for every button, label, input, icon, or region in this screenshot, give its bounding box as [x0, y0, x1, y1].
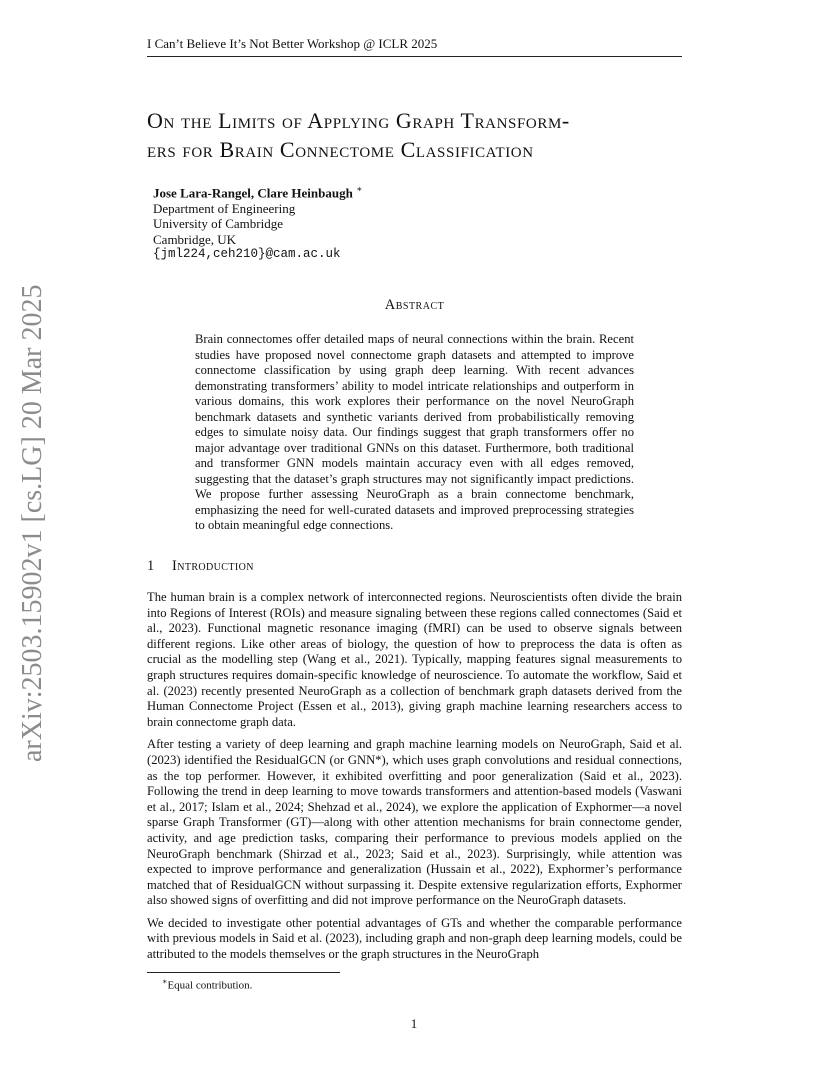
footnote: [162, 977, 252, 992]
introduction-body: [147, 590, 682, 970]
abstract-heading: Abstract: [384, 297, 445, 313]
paper-title: [147, 106, 707, 164]
author-block: [153, 182, 362, 263]
author-names-line: [153, 182, 362, 201]
arxiv-stamp: arXiv:2503.15902v1 [cs.LG] 20 Mar 2025: [17, 284, 48, 762]
section-heading: [147, 558, 254, 575]
section-title: Introduction: [172, 558, 254, 574]
affiliation-department: Department of Engineering: [153, 200, 296, 216]
paragraph-2: After testing a variety of deep learning and graph machine learning models on NeuroGraph, Said et al. (2023) identified the ResidualGCN (or GNN*), which uses graph convolutions and residual connections, as the top performer. However, it exhibited overfitting and poor generalization (Said et al., 2023). Following the trend in deep learning to move towards transformers and attention-based models (Vaswani et al., 2017; Islam et al., 2024; Shehzad et al., 2024), we explore the application of Exphormer—a novel sparse Graph Transformer (GT)—along with other attention mechanisms for brain connectome gender, activity, and age prediction tasks, comparing their performance to previous models applied on the NeuroGraph benchmark (Shirzad et al., 2023; Said et al., 2023). Surprisingly, while attention was expected to improve performance and generalization (Hussain et al., 2022), Exphormer’s performance matched that of ResidualGCN without surpassing it. Despite extensive regularization efforts, Exphormer also showed signs of overfitting and did not improve performance on the NeuroGraph datasets.: [147, 737, 682, 908]
title-line-2: ers for Brain Connectome Classification: [147, 137, 534, 162]
title-line-1: On the Limits of Applying Graph Transform-: [147, 108, 570, 133]
page-number: 1: [410, 1016, 418, 1031]
footnote-mark: ∗: [162, 977, 168, 986]
footnote-rule: [147, 972, 340, 973]
section-number: 1: [147, 558, 155, 574]
author-names: Jose Lara-Rangel, Clare Heinbaugh: [153, 185, 353, 201]
paragraph-1: The human brain is a complex network of interconnected regions. Neuroscientists often divide the brain into Regions of Interest (ROIs) and measure signaling between these regions called connectomes (Said et al., 2023). Functional magnetic resonance imaging (fMRI) can be used to observe signals between different regions. Like other areas of biology, the question of how to preprocess the data is often as crucial as the modelling step (Wang et al., 2021). Typically, mapping features signal measurements to graph structures requires domain-specific knowledge of neuroscience. To automate the workflow, Said et al. (2023) recently presented NeuroGraph as a collection of benchmark graph datasets derived from the Human Connectome Project (Essen et al., 2013), giving graph machine learning researchers access to brain connectome graph data.: [147, 590, 682, 729]
author-footnote-mark: ∗: [356, 184, 363, 194]
affiliation-university: University of Cambridge: [153, 216, 283, 232]
paragraph-3: We decided to investigate other potential advantages of GTs and whether the comparable performance with previous models in Said et al. (2023), including graph and non-graph deep learning models, could be attributed to the models themselves or the graph structures in the NeuroGraph: [147, 915, 682, 962]
author-email: {jml224,ceh210}@cam.ac.uk: [153, 247, 341, 262]
abstract-text: Brain connectomes offer detailed maps of neural connections within the brain. Recent studies have proposed novel connectome graph datasets and attempted to improve connectome classification by using graph deep learning. With recent advances demonstrating transformers’ ability to model intricate relationships and outperform in various domains, this work explores their performance on the novel NeuroGraph benchmark datasets and synthetic variants derived from probabilistically removing edges to simulate noisy data. Our findings suggest that graph transformers offer no major advantage over traditional GNNs on this dataset. Furthermore, both traditional and transformer GNN models maintain accuracy even with all edges removed, suggesting that the dataset’s graph structures may not significantly impact predictions. We propose further assessing NeuroGraph as a brain connectome benchmark, emphasizing the need for well-curated datasets and improved preprocessing strategies to obtain meaningful edge connections.: [195, 332, 634, 532]
footnote-text: Equal contribution.: [167, 979, 253, 992]
running-header: I Can’t Believe It’s Not Better Workshop @ ICLR 2025: [147, 36, 682, 57]
affiliation-location: Cambridge, UK: [153, 231, 237, 247]
